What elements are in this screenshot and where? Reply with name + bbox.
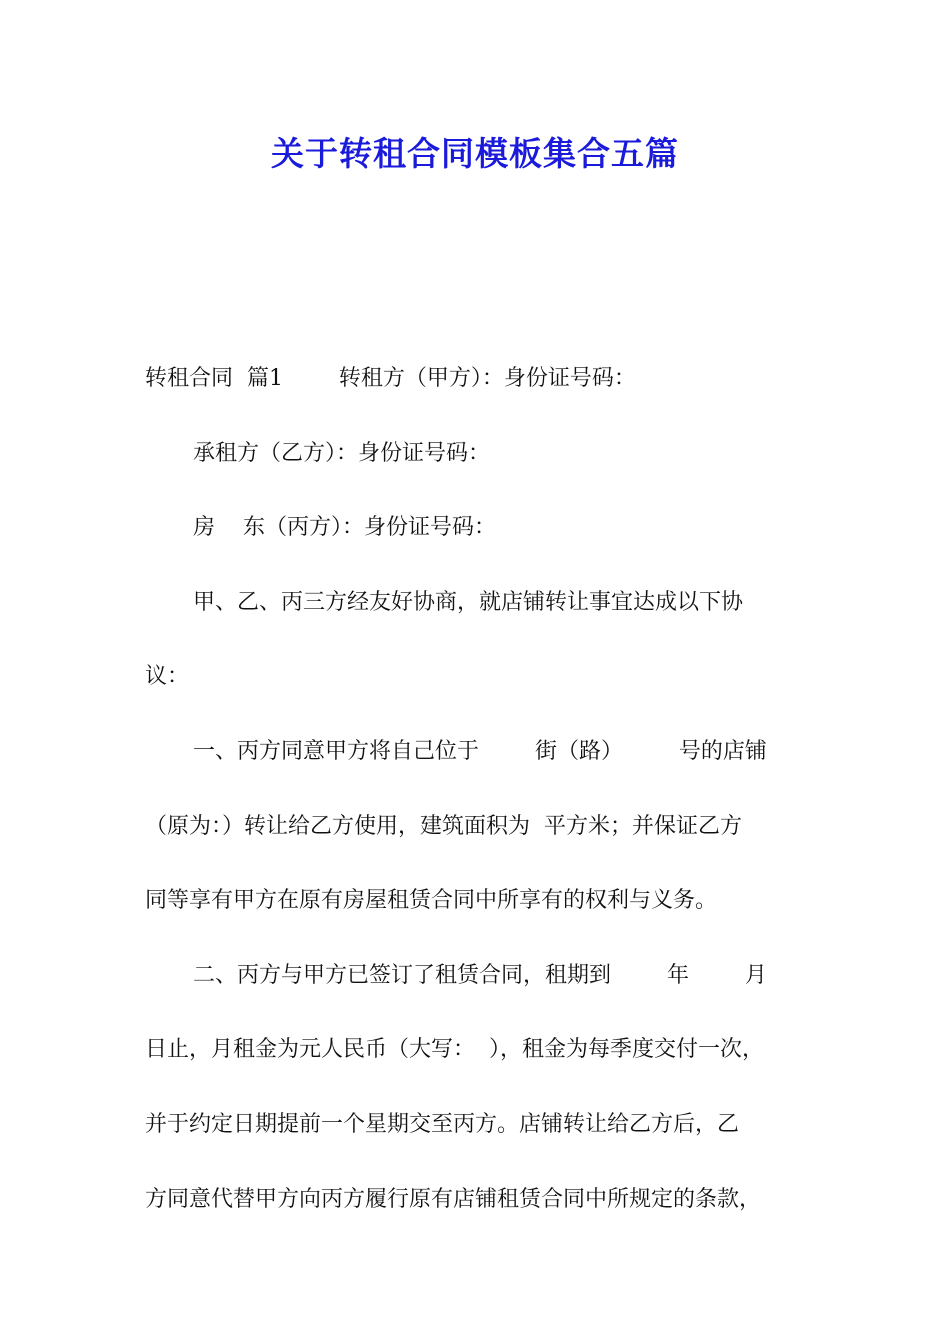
document-body: [145, 342, 810, 1237]
paragraph-line: 议：: [145, 664, 190, 690]
paragraph-line: 一、丙方同意甲方将自己位于 街（路） 号的店铺: [193, 738, 767, 764]
paragraph-line: 承租方（乙方）：身份证号码：: [193, 440, 491, 466]
paragraph-line: 甲、乙、丙三方经友好协商，就店铺转让事宜达成以下协: [193, 589, 744, 615]
paragraph-line: 房 东（丙方）：身份证号码：: [193, 515, 496, 541]
paragraph-line: 二、丙方与甲方已签订了租赁合同，租期到 年 月: [193, 962, 767, 988]
paragraph-line: 同等享有甲方在原有房屋租赁合同中所享有的权利与义务。: [145, 888, 718, 914]
paragraph-line: 日止，月租金为元人民币（大写： ），租金为每季度交付一次，: [145, 1037, 764, 1063]
paragraph-line: 方同意代替甲方向丙方履行原有店铺租赁合同中所规定的条款，: [145, 1186, 762, 1212]
paragraph-line: 并于约定日期提前一个星期交至丙方。店铺转让给乙方后，乙: [145, 1111, 740, 1137]
paragraph-line: 转租合同 篇1 转租方（甲方）：身份证号码：: [145, 366, 636, 391]
document-title: 关于转租合同模板集合五篇: [271, 134, 679, 173]
paragraph-line: （原为：）转让给乙方使用，建筑面积为 平方米；并保证乙方: [145, 813, 742, 839]
